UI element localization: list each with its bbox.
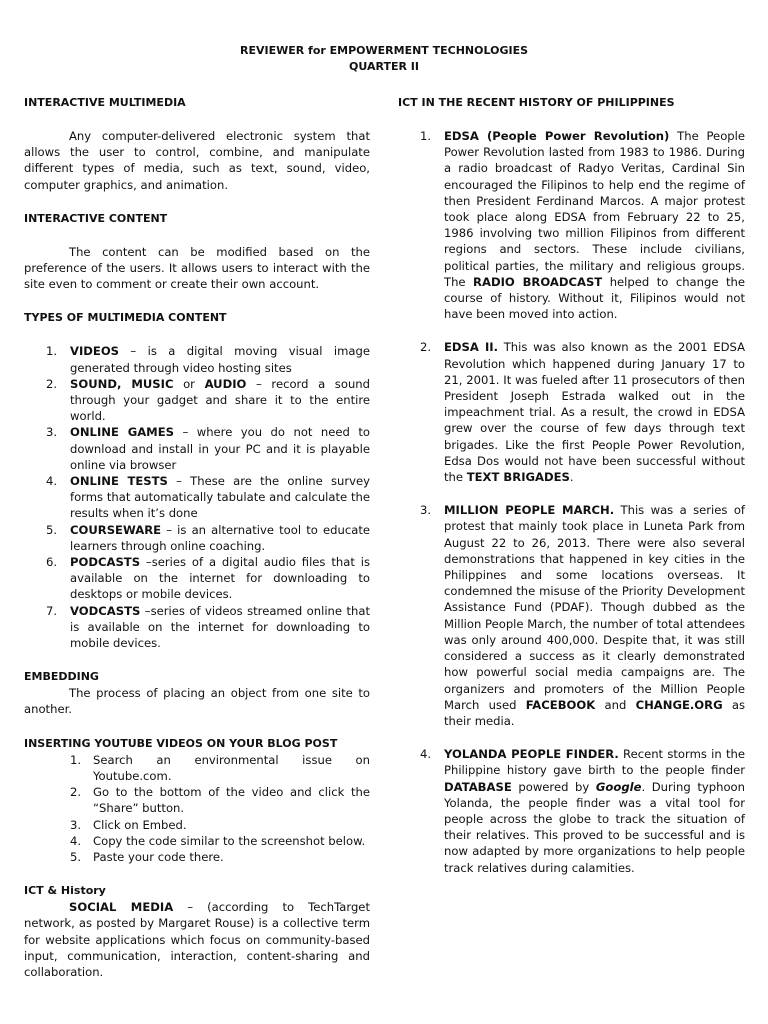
multimedia-types-list (24, 343, 370, 651)
section-heading-interactive-content: INTERACTIVE CONTENT (24, 211, 168, 225)
list-text: Go to the bottom of the video and click the “Share” button. (93, 785, 370, 816)
event-text: . During typhoon Yolanda, the people finder was a vital tool for people across the globe to track the situation of their relatives. This proved to be successful and is now adapted by more organizations to help people track relatives during calamities. (444, 779, 745, 875)
left-column (24, 95, 370, 980)
list-item (398, 339, 745, 485)
list-item (24, 752, 370, 784)
list-text: – These are the online survey forms that automatically tabulate and calculate the results when it’s done (70, 474, 370, 521)
list-item (24, 849, 370, 865)
list-text: – is a digital moving visual image generated through video hosting sites (70, 344, 370, 375)
list-term: SOUND, MUSIC (70, 376, 174, 391)
list-number: 4. (70, 833, 82, 848)
youtube-steps-list (24, 752, 370, 865)
list-number: 4. (46, 474, 58, 489)
list-item (24, 817, 370, 833)
list-number: 7. (46, 603, 58, 618)
social-media-text: – (according to TechTarget network, as posted by Margaret Rouse) is a collective term for website applications which focus on community-based input, communication, interaction, content-sharing and collaboration. (24, 900, 370, 979)
list-text: Paste your code there. (93, 849, 224, 864)
list-term: ONLINE TESTS (70, 474, 168, 489)
list-number: 1. (70, 752, 82, 767)
event-term: EDSA II. (444, 340, 498, 355)
event-text: The People Power Revolution lasted from 1983 to 1986. During a radio broadcast of Radyo Veritas, Cardinal Sin encouraged the Filipinos to help end the regime of then President Ferdinand Marcos. A major protest took place along EDSA from February 22 to 25, 1986 involving two million Filipinos from different regions and sectors. These include civilians, political parties, the military and religious groups. The (444, 129, 745, 289)
list-number: 3. (420, 503, 432, 518)
document-title: REVIEWER for EMPOWERMENT TECHNOLOGIES (239, 44, 529, 57)
list-item (24, 833, 370, 849)
event-keyword: TEXT BRIGADES (466, 470, 570, 485)
list-number: 5. (70, 849, 82, 864)
social-media-definition (24, 899, 370, 980)
document-subtitle: QUARTER II (349, 60, 419, 73)
list-item (24, 473, 370, 522)
list-term: AUDIO (204, 376, 247, 391)
list-item (24, 784, 370, 816)
list-item (24, 343, 370, 375)
event-text: This was also known as the 2001 EDSA Revolution which happened during January 17 to 21, 2001. It was fueled after 11 prosecutors of then President Joseph Estrada walked out in the impeachment trial. As a result, the crowd in EDSA grew over the course of few days through text brigades. Like the first People Power Revolution, Edsa Dos would not have been successful without the (444, 340, 745, 485)
list-number: 3. (70, 817, 82, 832)
list-number: 1. (46, 344, 58, 359)
list-item (398, 502, 745, 729)
list-number: 2. (46, 376, 58, 391)
section-heading-ict-philippines: ICT IN THE RECENT HISTORY OF PHILIPPINES (398, 96, 675, 109)
document-title-block (0, 43, 768, 75)
interactive-content-definition: The content can be modified based on the preference of the users. It allows users to interact with the site even to comment or create their own account. (24, 244, 370, 292)
list-item (398, 746, 745, 876)
event-term: EDSA (People Power Revolution) (444, 129, 670, 143)
event-text: helped to change the course of history. Without it, Filipinos would not have been moved into action. (444, 274, 746, 322)
list-item (24, 376, 370, 425)
list-text: –series of a digital audio files that is available on the internet for downloading to desktops or mobile devices. (70, 555, 370, 602)
event-keyword (596, 780, 642, 794)
list-item (24, 554, 370, 603)
list-term: VIDEOS (70, 344, 120, 359)
list-item (24, 603, 370, 652)
list-term: PODCASTS (70, 555, 141, 570)
list-text: – where you do not need to download and install in your PC and it is playable online via browser (70, 425, 370, 472)
list-number: 4. (420, 747, 432, 762)
event-text: This was a series of protest that mainly took place in Luneta Park from August 22 to 26, 2013. There were also several demonstrations that happened in key cities in the Philippines and some locations overseas. It condemned the misuse of the Priority Development Assistance Fund (PDAF). Though dubbed as the Million People March, the number of total attendees was only around 400,000. Despite that, it was still considered a success as it clearly demonstrated how powerful social media campaigns are. The organizers and promoters of the Million People March used (444, 503, 746, 712)
list-term: VODCASTS (70, 603, 141, 618)
list-item (398, 128, 745, 322)
right-column (398, 95, 745, 893)
list-number: 2. (420, 340, 432, 355)
social-media-term: SOCIAL MEDIA (69, 900, 174, 915)
event-text: and (595, 697, 636, 712)
list-text: Click on Embed. (93, 817, 187, 832)
list-number: 3. (46, 425, 58, 440)
list-text: – is an alternative tool to educate learners through online coaching. (70, 522, 370, 553)
list-text: Search an environmental issue on Youtube.com. (93, 752, 370, 783)
section-heading-embedding: EMBEDDING (24, 670, 99, 684)
embedding-definition: The process of placing an object from one site to another. (24, 686, 370, 717)
list-term: COURSEWARE (70, 522, 162, 537)
list-item (24, 424, 370, 473)
event-term: MILLION PEOPLE MARCH. (444, 503, 615, 518)
event-text: . (569, 470, 574, 485)
section-heading-interactive-multimedia: INTERACTIVE MULTIMEDIA (24, 96, 186, 109)
list-number: 2. (70, 785, 82, 800)
event-text: as their media. (444, 697, 745, 728)
event-keyword: DATABASE (444, 779, 512, 794)
event-text: Recent storms in the Philippine history gave birth to the people finder (444, 747, 745, 778)
section-heading-types: TYPES OF MULTIMEDIA CONTENT (24, 311, 227, 325)
list-text: – record a sound through your gadget and share it to the entire world. (70, 376, 370, 424)
event-text: powered by (511, 779, 596, 794)
list-number: 6. (46, 555, 58, 570)
event-keyword: RADIO BROADCAST (473, 274, 603, 289)
event-term: YOLANDA PEOPLE FINDER. (444, 747, 619, 762)
event-keyword-italic: Google (595, 779, 642, 794)
list-number: 1. (420, 129, 432, 143)
list-term: ONLINE GAMES (70, 425, 174, 440)
event-keyword: CHANGE.ORG (635, 697, 723, 712)
list-text: –series of videos streamed online that is available on the internet for downloading to mobile devices. (70, 603, 370, 651)
section-heading-ict-history: ICT & History (24, 884, 106, 898)
list-number: 5. (46, 522, 58, 537)
interactive-multimedia-definition: Any computer-delivered electronic system that allows the user to control, combine, and manipulate different types of media, such as text, sound, video, computer graphics, and animation. (24, 129, 370, 192)
list-text: Copy the code similar to the screenshot below. (93, 833, 366, 848)
event-keyword: FACEBOOK (525, 697, 596, 712)
list-text: or (173, 376, 205, 391)
list-item (24, 522, 370, 554)
section-heading-inserting-youtube: INSERTING YOUTUBE VIDEOS ON YOUR BLOG POST (24, 736, 338, 750)
history-events-list (398, 128, 745, 876)
